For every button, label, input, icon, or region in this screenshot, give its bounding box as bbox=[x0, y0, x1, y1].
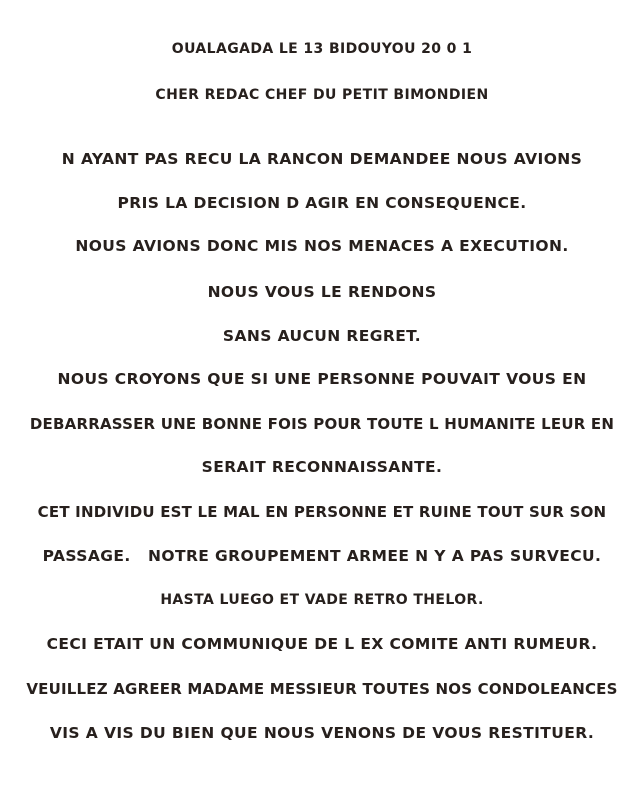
letter-line: CECI ETAIT UN COMMUNIQUE DE L EX COMITE ANTI RUMEUR. bbox=[46, 635, 598, 653]
letter-line: PASSAGE. NOTRE GROUPEMENT ARMEE N Y A PAS SURVECU. bbox=[42, 547, 602, 565]
letter-line: DEBARRASSER UNE BONNE FOIS POUR TOUTE L HUMANITE LEUR EN bbox=[29, 415, 615, 433]
letter-line: CET INDIVIDU EST LE MAL EN PERSONNE ET RUINE TOUT SUR SON bbox=[37, 503, 607, 521]
letter-line: N AYANT PAS RECU LA RANCON DEMANDEE NOUS AVIONS bbox=[61, 150, 583, 168]
letter-line: HASTA LUEGO ET VADE RETRO THELOR. bbox=[160, 592, 484, 608]
letter-line: NOUS CROYONS QUE SI UNE PERSONNE POUVAIT VOUS EN bbox=[57, 370, 587, 388]
letter-line: PRIS LA DECISION D AGIR EN CONSEQUENCE. bbox=[117, 194, 527, 212]
letter-line: NOUS VOUS LE RENDONS bbox=[207, 283, 437, 301]
letter-line: SERAIT RECONNAISSANTE. bbox=[201, 458, 443, 476]
letter-line: VIS A VIS DU BIEN QUE NOUS VENONS DE VOUS RESTITUER. bbox=[49, 724, 595, 742]
salutation-line: CHER REDAC CHEF DU PETIT BIMONDIEN bbox=[155, 87, 489, 103]
letter-line: NOUS AVIONS DONC MIS NOS MENACES A EXECUTION. bbox=[75, 237, 569, 255]
letter-line: VEUILLEZ AGREER MADAME MESSIEUR TOUTES NOS CONDOLEANCES bbox=[26, 680, 618, 698]
date-line: OUALAGADA LE 13 BIDOUYOU 20 0 1 bbox=[171, 41, 473, 57]
letter-line: SANS AUCUN REGRET. bbox=[222, 327, 422, 345]
